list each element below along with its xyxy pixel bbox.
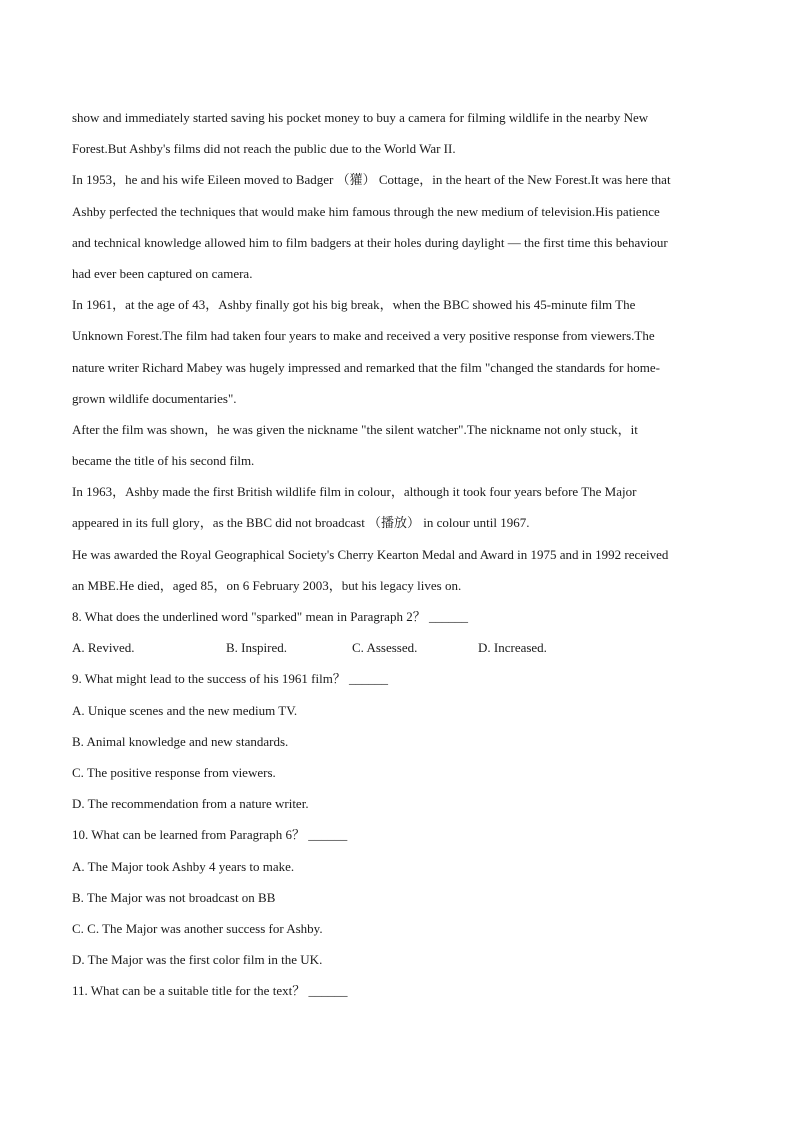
question-8-option-a: A. Revived. (72, 640, 135, 656)
passage-line: show and immediately started saving his pocket money to buy a camera for filming wildlife in the nearby New (72, 110, 649, 125)
passage-line: After the film was shown，he was given the nickname "the silent watcher".The nickname not only stuck，it (72, 421, 638, 437)
question-9-option-c: C. The positive response from viewers. (72, 764, 276, 780)
question-8-stem: 8. What does the underlined word "sparked" mean in Paragraph 2？ ______ (72, 609, 468, 624)
passage-line: Forest.But Ashby's films did not reach the public due to the World War II. (72, 141, 456, 157)
question-8-option-c: C. Assessed. (352, 640, 418, 656)
passage-line: In 1953，he and his wife Eileen moved to Badger （獾） Cottage，in the heart of the New Forest.It was here that (72, 172, 671, 188)
question-8-option-b: B. Inspired. (226, 640, 288, 656)
question-10-option-b: B. The Major was not broadcast on BB (72, 889, 276, 905)
question-10-option-c: C. C. The Major was another success for Ashby. (72, 920, 323, 936)
question-8-options (72, 632, 722, 663)
passage-line: In 1961，at the age of 43，Ashby finally got his big break，when the BBC showed his 45-minute film The (72, 297, 636, 313)
document-page (72, 102, 722, 1006)
passage-line: In 1963，Ashby made the first British wildlife film in colour，although it took four years before The Major (72, 484, 637, 500)
passage-line: grown wildlife documentaries". (72, 390, 237, 406)
passage-line: nature writer Richard Mabey was hugely impressed and remarked that the film "changed the standards for home- (72, 359, 660, 375)
question-10-stem: 10. What can be learned from Paragraph 6？ ______ (72, 827, 348, 843)
passage-line: became the title of his second film. (72, 453, 255, 469)
passage-line: He was awarded the Royal Geographical Society's Cherry Kearton Medal and Award in 1975 and in 1992 received (72, 546, 669, 562)
question-8-option-d: D. Increased. (478, 640, 547, 656)
question-9-stem: 9. What might lead to the success of his 1961 film？ ______ (72, 671, 389, 687)
passage-line: and technical knowledge allowed him to film badgers at their holes during daylight — the first time this behaviour (72, 234, 668, 250)
question-9-option-a: A. Unique scenes and the new medium TV. (72, 702, 298, 718)
question-11-stem: 11. What can be a suitable title for the text？ ______ (72, 983, 348, 999)
question-10-option-a: A. The Major took Ashby 4 years to make. (72, 858, 295, 874)
passage-line: appeared in its full glory，as the BBC did not broadcast （播放） in colour until 1967. (72, 515, 530, 531)
passage-line: Ashby perfected the techniques that would make him famous through the new medium of television.His patience (72, 203, 660, 219)
question-9-option-b: B. Animal knowledge and new standards. (72, 733, 289, 749)
question-9-option-d: D. The recommendation from a nature writer. (72, 796, 309, 812)
passage-line: an MBE.He died，aged 85，on 6 February 2003，but his legacy lives on. (72, 577, 462, 593)
passage-line: had ever been captured on camera. (72, 265, 253, 281)
passage-line: Unknown Forest.The film had taken four years to make and received a very positive response from viewers.The (72, 328, 655, 344)
question-10-option-d: D. The Major was the first color film in the UK. (72, 952, 323, 968)
